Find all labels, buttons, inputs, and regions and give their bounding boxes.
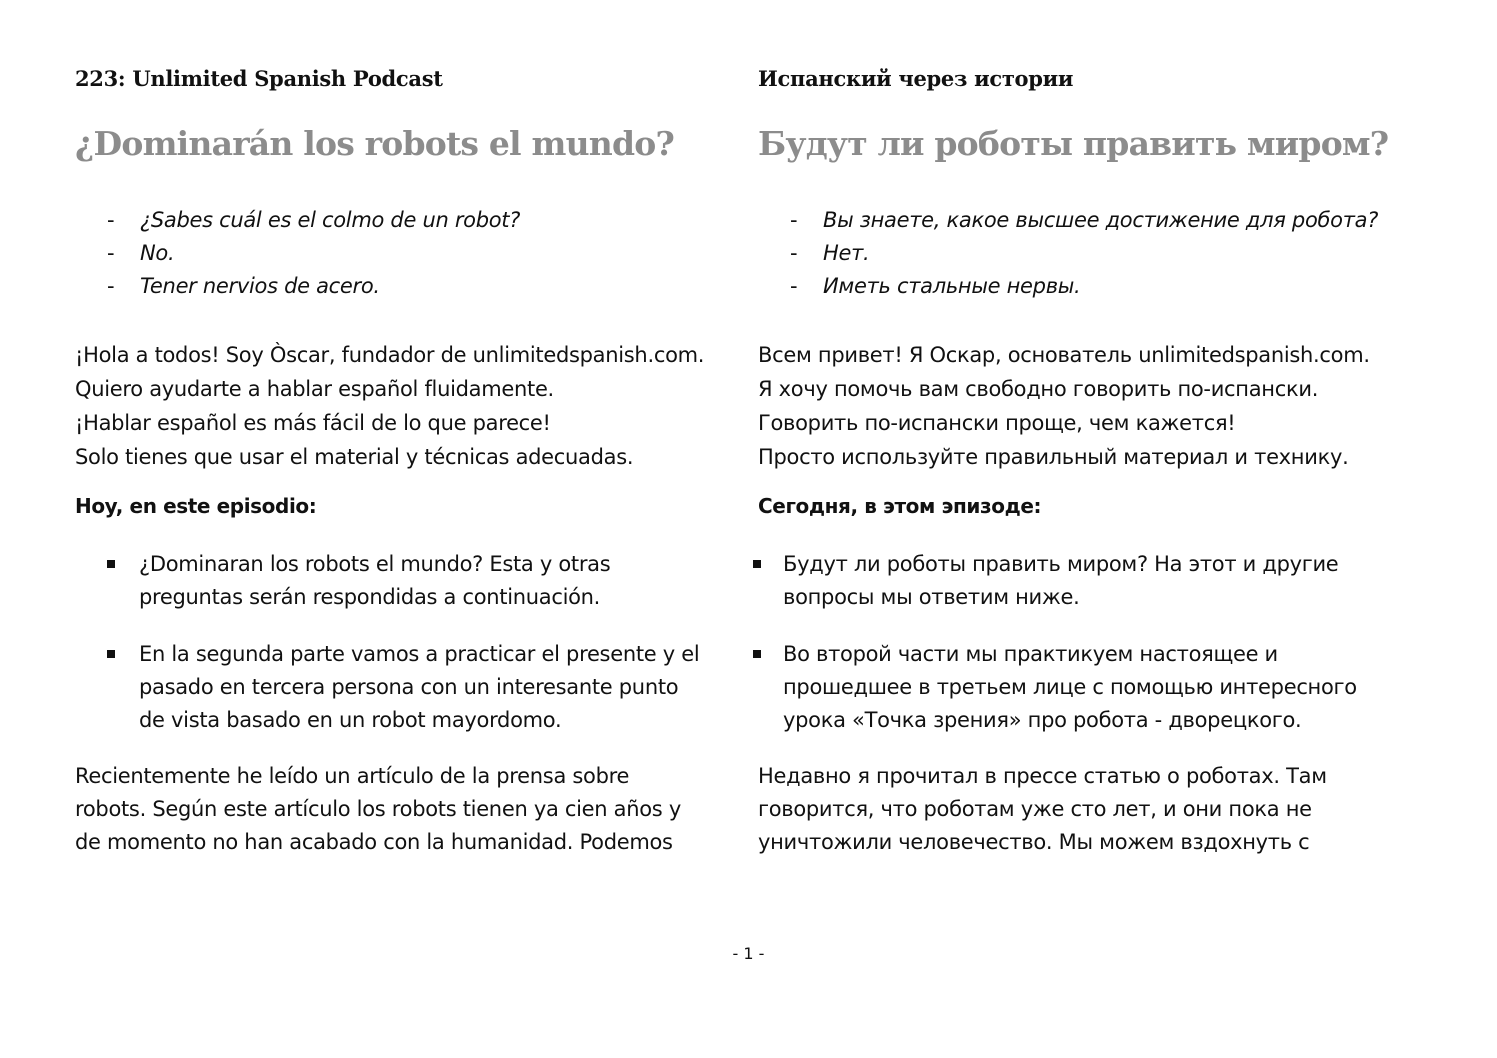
podcast-kicker: Испанский через истории	[758, 66, 1074, 91]
bullet-line: ¿Dominaran los robots el mundo? Esta y otras	[139, 552, 611, 576]
bullet-line: вопросы мы ответим ниже.	[783, 585, 1080, 609]
dash-marker: -	[107, 208, 115, 232]
intro-line: Я хочу помочь вам свободно говорить по-испански.	[758, 377, 1319, 401]
dash-marker: -	[790, 241, 798, 265]
episode-subheading: Hoy, en este episodio:	[75, 494, 317, 518]
intro-line: Говорить по-испански проще, чем кажется!	[758, 411, 1236, 435]
bullet-line: preguntas serán respondidas a continuación.	[139, 585, 601, 609]
intro-line: Quiero ayudarte a hablar español fluidamente.	[75, 377, 554, 401]
intro-paragraph	[758, 338, 1370, 474]
episode-title: ¿Dominarán los robots el mundo?	[75, 124, 674, 163]
dialogue-line: - Иметь стальные нервы.	[790, 270, 1378, 303]
dialogue-line: - Вы знаете, какое высшее достижение для робота?	[790, 204, 1378, 237]
podcast-kicker: 223: Unlimited Spanish Podcast	[75, 66, 443, 91]
episode-subheading: Сегодня, в этом эпизоде:	[758, 494, 1042, 518]
intro-line: ¡Hablar español es más fácil de lo que parece!	[75, 411, 551, 435]
dash-marker: -	[107, 241, 115, 265]
bullet-item	[753, 548, 1413, 614]
closing-line: robots. Según este artículo los robots tienen ya cien años y	[75, 797, 681, 821]
dash-marker: -	[107, 274, 115, 298]
intro-line: Просто используйте правильный материал и технику.	[758, 445, 1349, 469]
intro-paragraph	[75, 338, 704, 474]
intro-line: Solo tienes que usar el material y técnicas adecuadas.	[75, 445, 634, 469]
bullet-item	[107, 548, 767, 614]
bullet-line: Во второй части мы практикуем настоящее и	[783, 642, 1278, 666]
intro-line: ¡Hola a todos! Soy Òscar, fundador de unlimitedspanish.com.	[75, 343, 705, 367]
page-number: - 1 -	[732, 944, 765, 963]
bullet-line: de vista basado en un robot mayordomo.	[139, 708, 562, 732]
bullet-line: pasado en tercera persona con un interesante punto	[139, 675, 679, 699]
closing-line: Недавно я прочитал в прессе статью о роботах. Там	[758, 764, 1327, 788]
dialogue-line: - Tener nervios de acero.	[107, 270, 520, 303]
joke-dialogue	[790, 204, 1378, 303]
bullet-item	[753, 638, 1413, 737]
square-bullet-icon	[107, 560, 115, 568]
closing-paragraph	[75, 760, 681, 859]
closing-line: de momento no han acabado con la humanidad. Podemos	[75, 830, 673, 854]
joke-dialogue	[107, 204, 520, 303]
bullet-line: урока «Точка зрения» про робота - дворецкого.	[783, 708, 1302, 732]
dash-marker: -	[790, 274, 798, 298]
bullet-item	[107, 638, 767, 737]
square-bullet-icon	[107, 650, 115, 658]
bullet-line: прошедшее в третьем лице с помощью интересного	[783, 675, 1357, 699]
intro-line: Всем привет! Я Оскар, основатель unlimitedspanish.com.	[758, 343, 1370, 367]
square-bullet-icon	[753, 560, 761, 568]
closing-paragraph	[758, 760, 1327, 859]
episode-title: Будут ли роботы править миром?	[758, 124, 1389, 163]
bullet-line: Будут ли роботы править миром? На этот и другие	[783, 552, 1339, 576]
bullet-line: En la segunda parte vamos a practicar el presente y el	[139, 642, 700, 666]
closing-line: уничтожили человечество. Мы можем вздохнуть с	[758, 830, 1310, 854]
closing-line: говорится, что роботам уже сто лет, и они пока не	[758, 797, 1312, 821]
dialogue-line: - ¿Sabes cuál es el colmo de un robot?	[107, 204, 520, 237]
square-bullet-icon	[753, 650, 761, 658]
dash-marker: -	[790, 208, 798, 232]
dialogue-line: - No.	[107, 237, 520, 270]
closing-line: Recientemente he leído un artículo de la prensa sobre	[75, 764, 630, 788]
dialogue-line: - Нет.	[790, 237, 1378, 270]
